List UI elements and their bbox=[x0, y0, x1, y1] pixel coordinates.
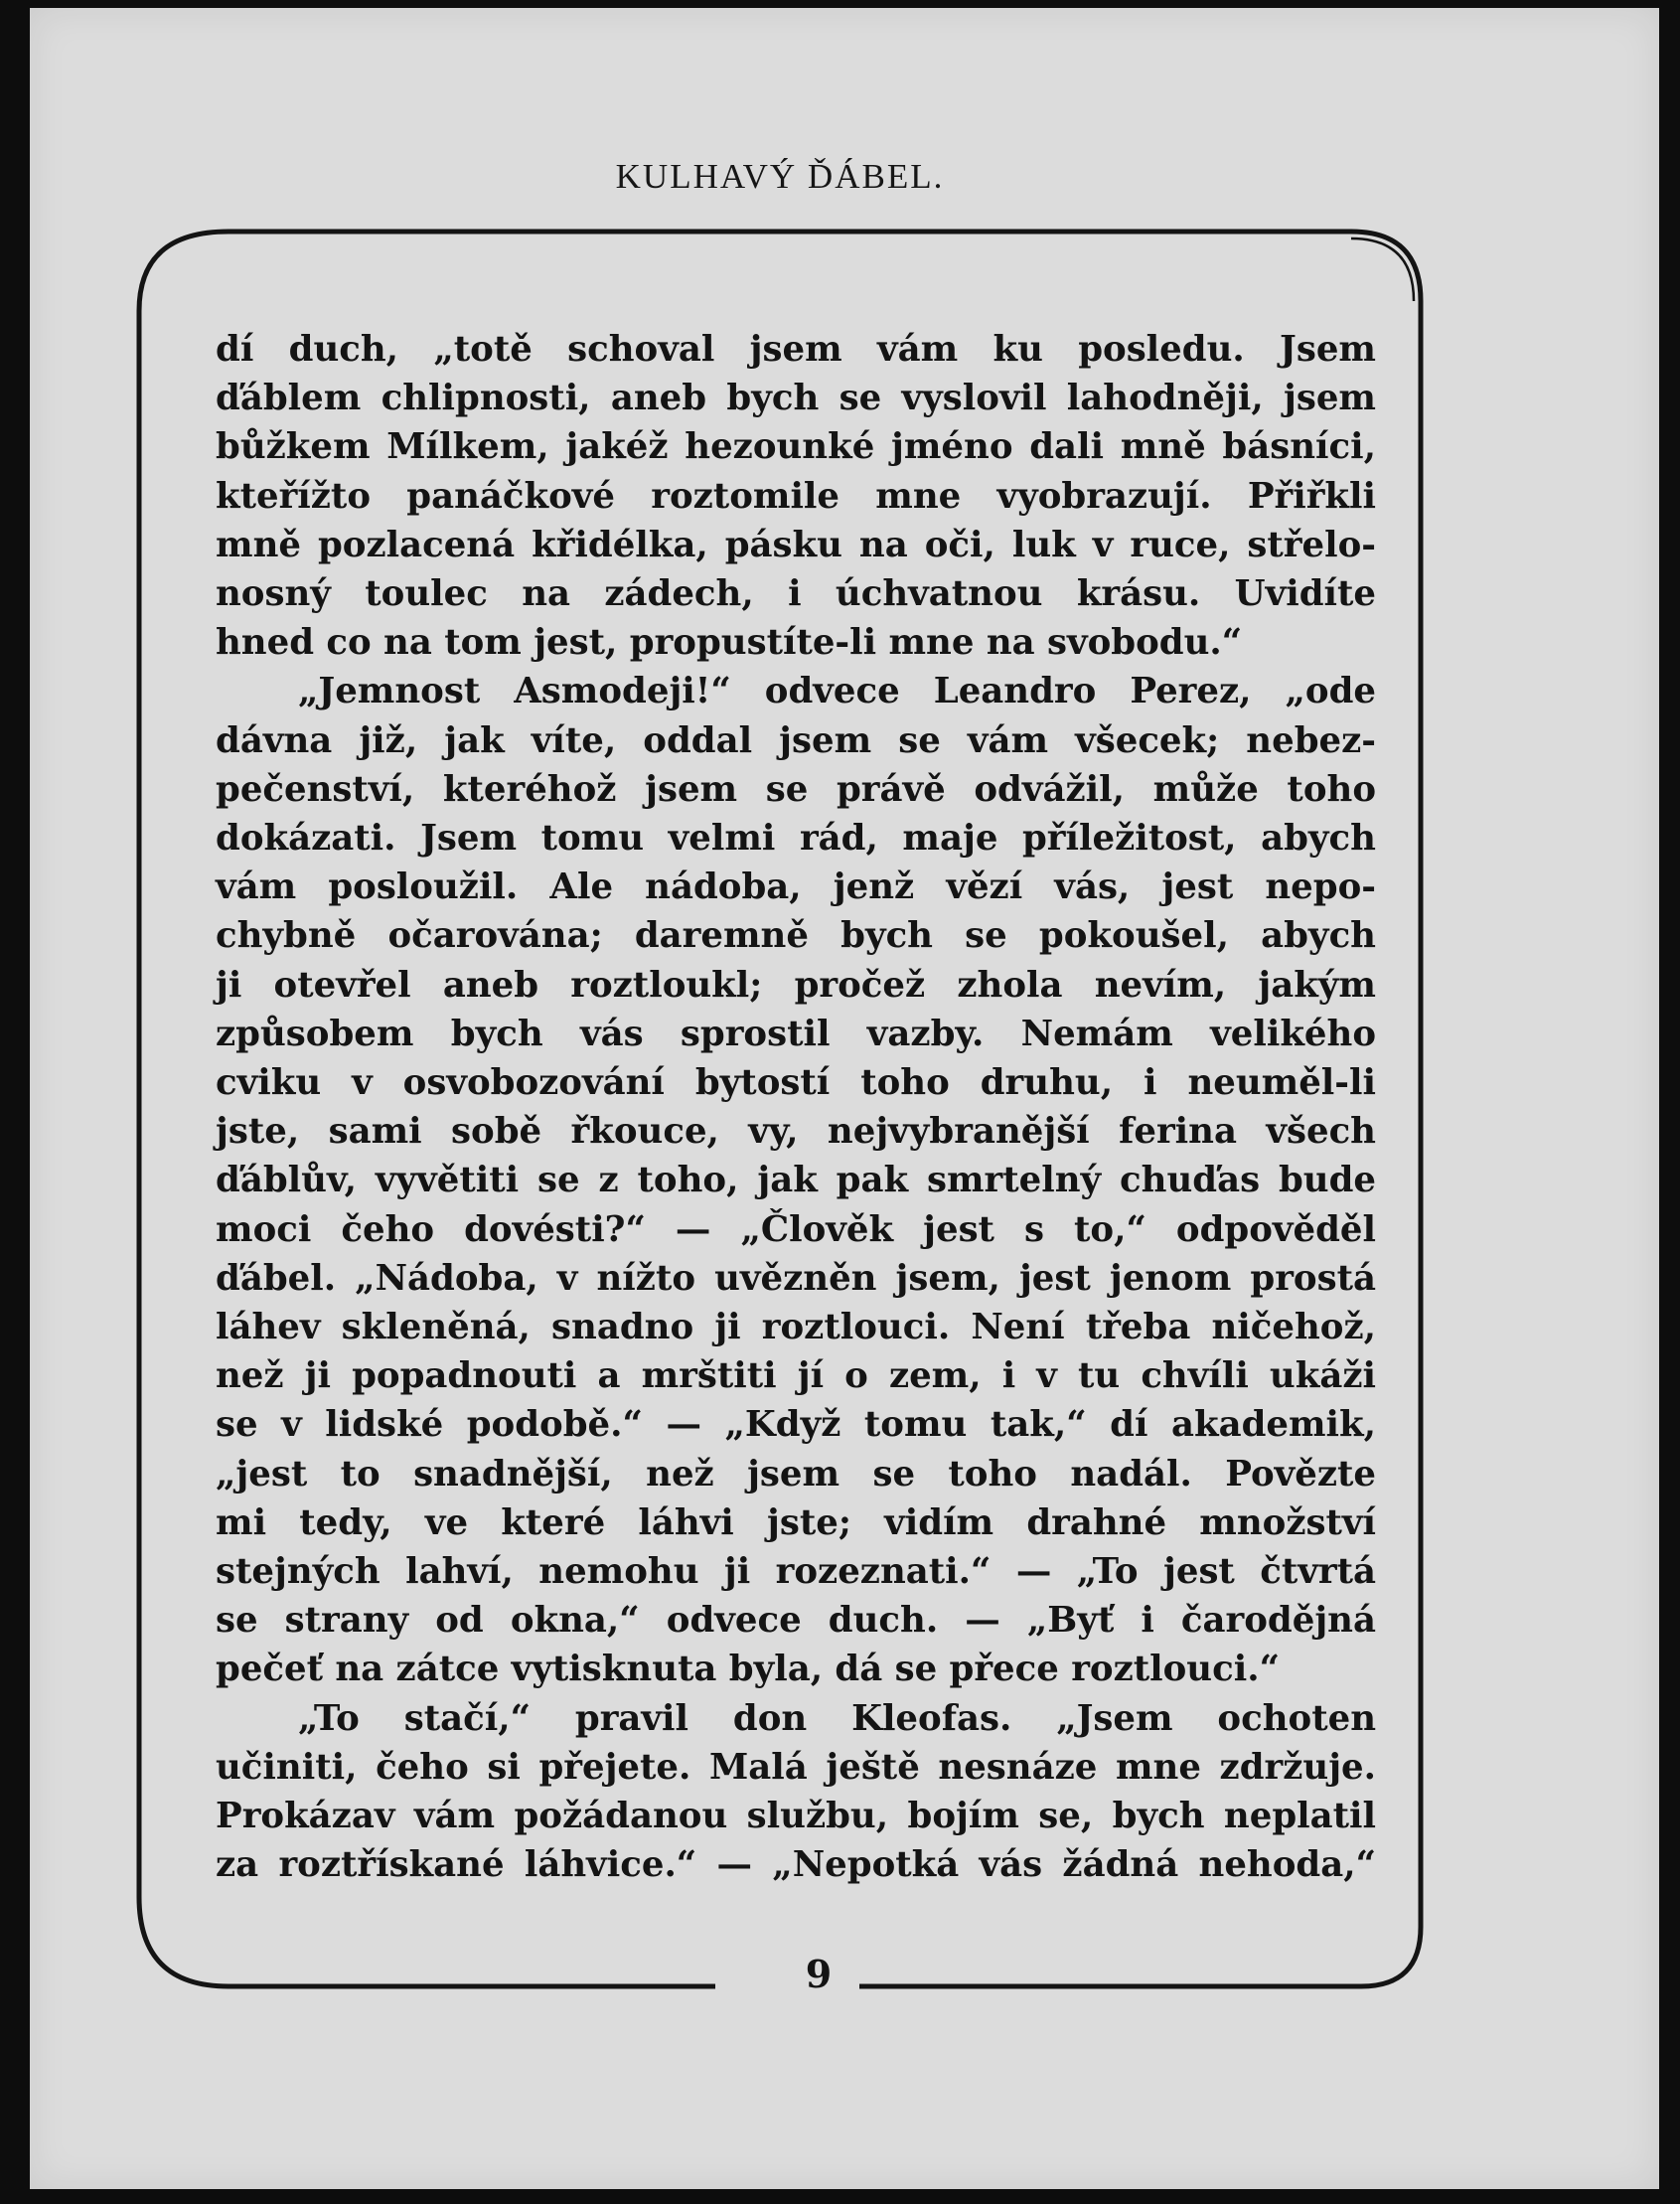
text-line: chybně očarována; daremně bych se pokoušel, abych bbox=[216, 915, 1376, 957]
text-line: dokázati. Jsem tomu velmi rád, maje příležitost, abych bbox=[216, 818, 1376, 860]
text-line: způsobem bych vás sprostil vazby. Nemám velikého bbox=[216, 1013, 1376, 1054]
text-line: se v lidské podobě.“ — „Když tomu tak,“ dí akademik, bbox=[216, 1404, 1376, 1446]
book-page bbox=[30, 8, 1659, 2189]
text-line: pečeť na zátce vytisknuta byla, dá se přece roztlouci.“ bbox=[216, 1649, 1280, 1690]
text-line: bůžkem Mílkem, jakéž hezounké jméno dali mně básníci, bbox=[216, 426, 1376, 468]
text-line: než ji popadnouti a mrštiti jí o zem, i v tu chvíli ukáži bbox=[216, 1355, 1376, 1397]
text-line: ďábel. „Nádoba, v nížto uvězněn jsem, jest jenom prostá bbox=[216, 1257, 1376, 1299]
text-line: mně pozlacená křidélka, pásku na oči, luk v ruce, střelo- bbox=[216, 524, 1376, 565]
text-line: „To stačí,“ pravil don Kleofas. „Jsem ochoten bbox=[298, 1697, 1376, 1739]
text-line: ďáblem chlipnosti, aneb bych se vyslovil lahodněji, jsem bbox=[216, 378, 1376, 419]
text-line: za roztřískané láhvice.“ — „Nepotká vás žádná nehoda,“ bbox=[216, 1844, 1376, 1886]
text-line: dávna již, jak víte, oddal jsem se vám všecek; nebez- bbox=[216, 719, 1376, 761]
text-line: mi tedy, ve které láhvi jste; vidím drahné množství bbox=[216, 1501, 1376, 1543]
text-line: kteřížto panáčkové roztomile mne vyobrazují. Přiřkli bbox=[216, 475, 1376, 517]
page-number: 9 bbox=[805, 1952, 833, 1996]
text-line: stejných lahví, nemohu ji rozeznati.“ — „To jest čtvrtá bbox=[216, 1551, 1376, 1593]
text-line: nosný toulec na zádech, i úchvatnou krásu. Uvidíte bbox=[216, 573, 1376, 615]
text-line: moci čeho dovésti?“ — „Člověk jest s to,“ odpověděl bbox=[216, 1208, 1376, 1250]
text-line: „Jemnost Asmodeji!“ odvece Leandro Perez, „ode bbox=[298, 671, 1376, 712]
text-line: Prokázav vám požádanou službu, bojím se, bych neplatil bbox=[216, 1796, 1376, 1837]
text-line: cviku v osvobozování bytostí toho druhu, i neuměl-li bbox=[216, 1062, 1376, 1104]
text-line: vám posloužil. Ale nádoba, jenž vězí vás, jest nepo- bbox=[216, 866, 1376, 908]
text-line: láhev skleněná, snadno ji roztlouci. Není třeba ničehož, bbox=[216, 1307, 1376, 1348]
text-line: dí duch, „totě schoval jsem vám ku posledu. Jsem bbox=[216, 329, 1376, 370]
text-line: ji otevřel aneb roztloukl; pročež zhola nevím, jakým bbox=[216, 964, 1376, 1006]
text-line: jste, sami sobě řkouce, vy, nejvybranější ferina všech bbox=[216, 1111, 1376, 1153]
running-head: KULHAVÝ ĎÁBEL. bbox=[615, 157, 945, 196]
text-line: učiniti, čeho si přejete. Malá ještě nesnáze mne zdržuje. bbox=[216, 1746, 1376, 1788]
text-line: pečenství, kteréhož jsem se právě odvážil, může toho bbox=[216, 768, 1376, 810]
text-line: „jest to snadnější, než jsem se toho nadál. Povězte bbox=[216, 1453, 1376, 1495]
text-line: hned co na tom jest, propustíte-li mne na svobodu.“ bbox=[216, 622, 1243, 664]
text-line: ďáblův, vyvětiti se z toho, jak pak smrtelný chuďas bude bbox=[216, 1160, 1376, 1201]
text-line: se strany od okna,“ odvece duch. — „Byť i čarodějná bbox=[216, 1600, 1376, 1642]
body-text bbox=[216, 325, 1376, 1890]
